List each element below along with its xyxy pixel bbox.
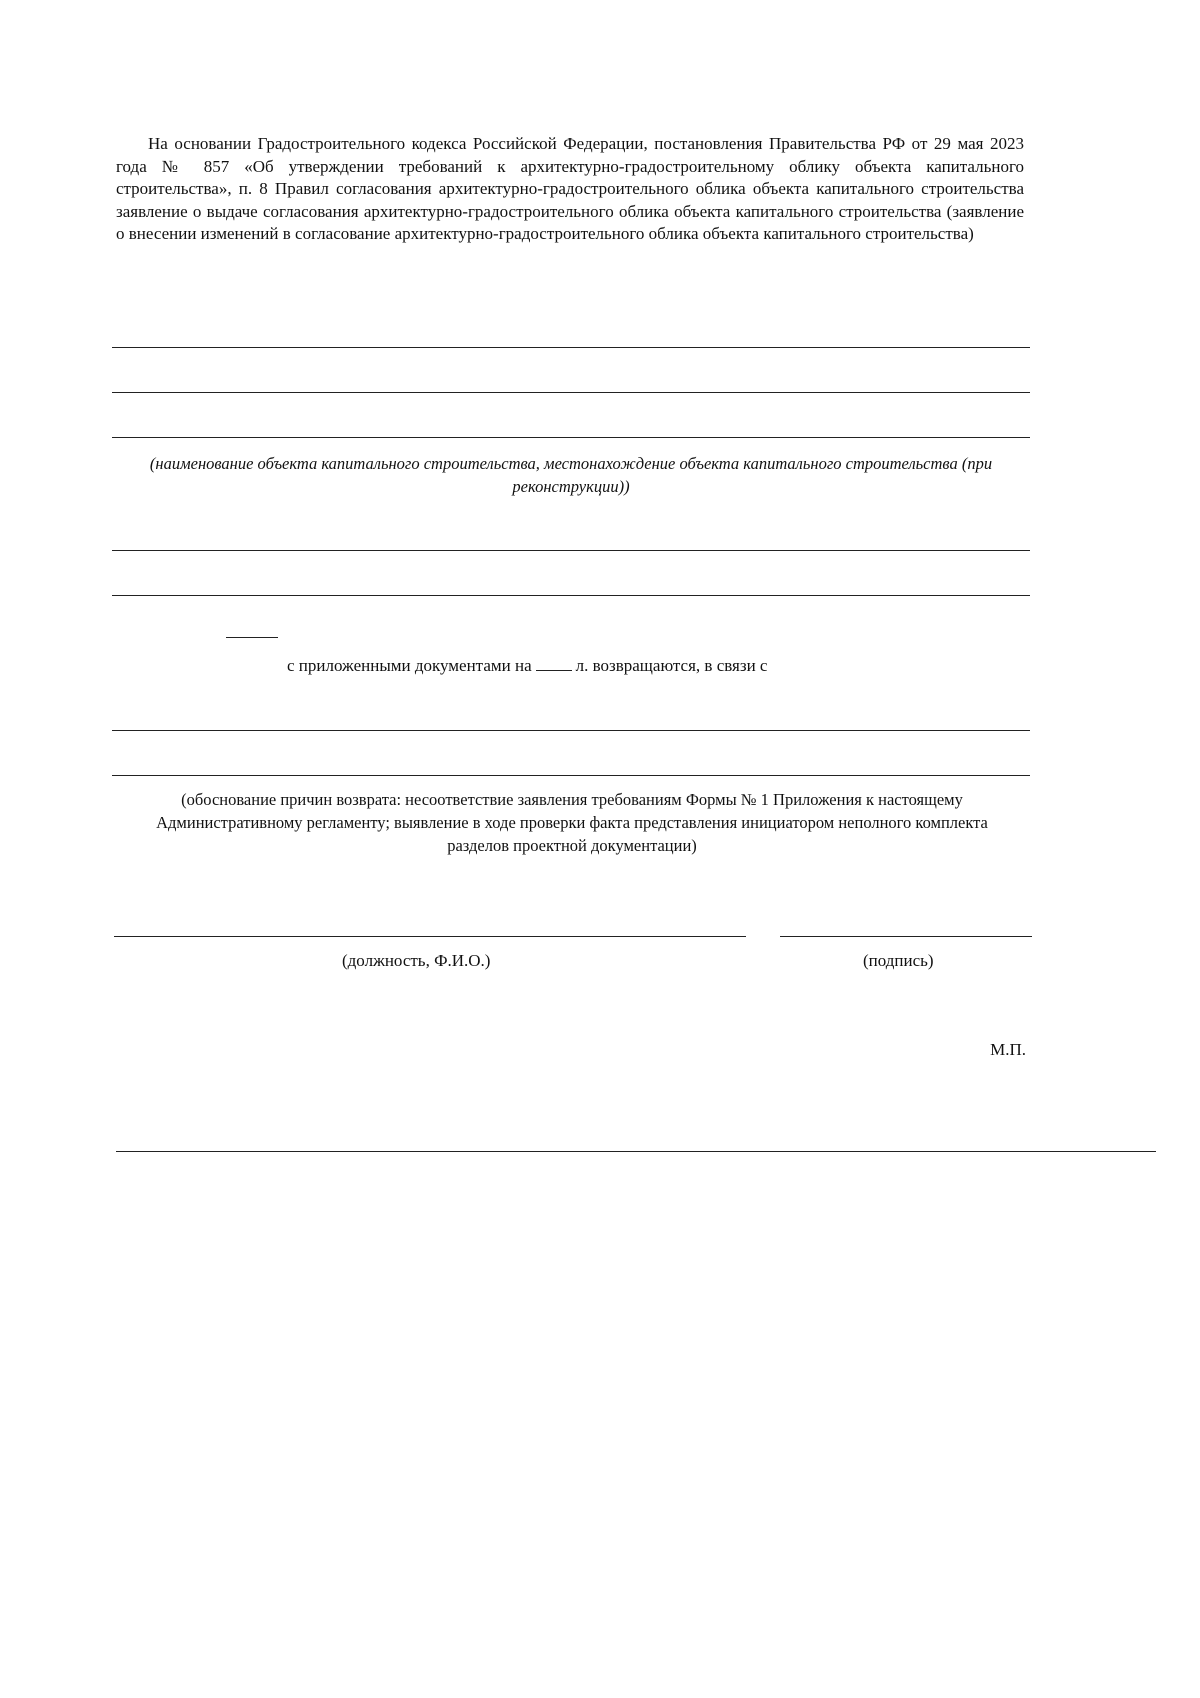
applicant-line-2[interactable] xyxy=(112,595,1030,596)
return-statement xyxy=(287,655,887,677)
signature-caption: (подпись) xyxy=(863,951,934,970)
short-dash-line xyxy=(226,637,278,638)
object-name-caption: (наименование объекта капитального строительства, местонахождение объекта капитального строительства (при реконструкции)) xyxy=(149,454,993,496)
return-prefix: с приложенными документами на xyxy=(287,656,532,675)
pages-count-field[interactable] xyxy=(536,670,572,671)
object-name-line-2[interactable] xyxy=(112,392,1030,393)
return-suffix: л. возвращаются, в связи с xyxy=(575,656,768,675)
position-name-caption: (должность, Ф.И.О.) xyxy=(342,951,491,970)
signature-line[interactable] xyxy=(780,936,1032,937)
reason-line-1[interactable] xyxy=(112,730,1030,731)
position-name-line[interactable] xyxy=(114,936,746,937)
bottom-separator-line xyxy=(116,1151,1156,1152)
reason-line-2[interactable] xyxy=(112,775,1030,776)
stamp-label: М.П. xyxy=(990,1040,1026,1059)
applicant-line-1[interactable] xyxy=(112,550,1030,551)
object-name-line-1[interactable] xyxy=(112,347,1030,348)
object-name-line-3[interactable] xyxy=(112,437,1030,438)
intro-paragraph: На основании Градостроительного кодекса Российской Федерации, постановления Правительства РФ от 29 мая 2023 года № 857 «Об утверждении требований к архитектурно-градостроительному облику объекта капитального строительства», п. 8 Правил согласования архитектурно-градостроительного облика объекта капитального строительства заявление о выдаче согласования архитектурно-градостроительного облика объекта капитального строительства (заявление о внесении изменений в согласование архитектурно-градостроительного облика объекта капитального строительства) xyxy=(116,134,1024,243)
reason-caption: (обоснование причин возврата: несоответствие заявления требованиям Формы № 1 Приложения к настоящему Административному регламенту; выявление в ходе проверки факта представления инициатором неполного комплекта разделов проектной документации) xyxy=(156,790,988,855)
